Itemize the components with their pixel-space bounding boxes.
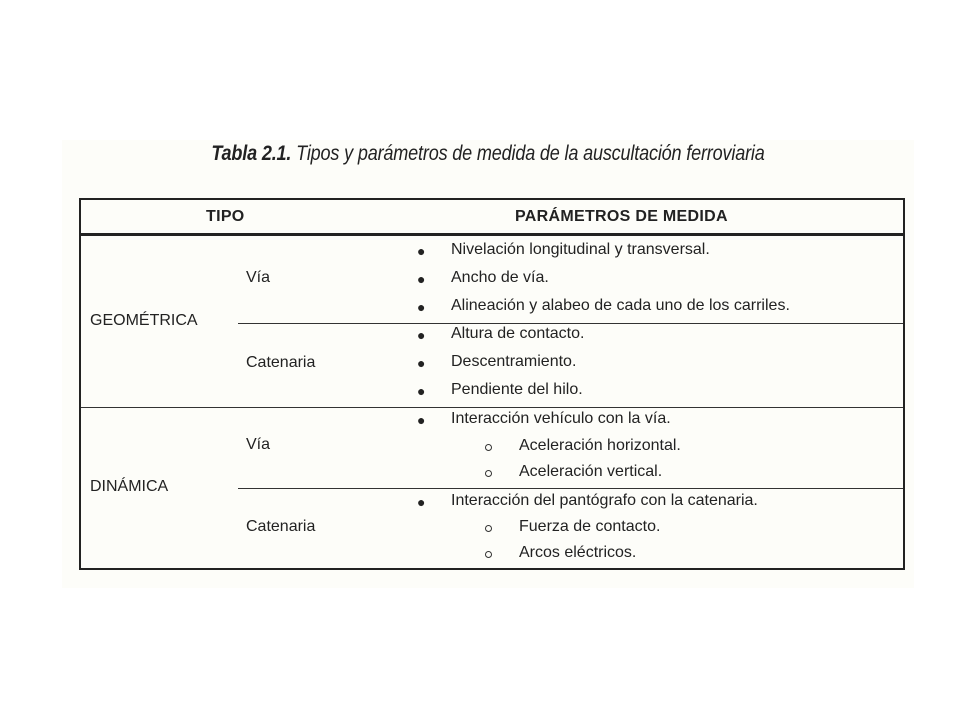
type-dinamica: DINÁMICA <box>90 478 169 495</box>
sub-din-via: Vía <box>246 436 271 453</box>
item-geo-cat-1: Altura de contacto. <box>451 325 585 342</box>
divider-geo-din <box>81 407 903 408</box>
subitem-din-via-1: Aceleración horizontal. <box>519 437 681 454</box>
table-header <box>81 200 903 236</box>
circle-bullet <box>485 551 492 558</box>
circle-bullet <box>485 444 492 451</box>
item-din-cat: Interacción del pantógrafo con la catenaria. <box>451 492 758 509</box>
header-parametros: PARÁMETROS DE MEDIDA <box>515 208 728 225</box>
divider-din-via-catenaria <box>238 488 903 489</box>
sub-din-catenaria: Catenaria <box>246 518 316 535</box>
bullet: ● <box>417 355 426 371</box>
document-panel <box>62 140 914 588</box>
subitem-din-via-2: Aceleración vertical. <box>519 463 663 480</box>
item-geo-via-1: Nivelación longitudinal y transversal. <box>451 241 710 258</box>
bullet: ● <box>417 494 426 510</box>
bullet: ● <box>417 383 426 399</box>
divider-geo-via-catenaria <box>238 323 903 324</box>
parameters-table <box>79 198 905 570</box>
caption-number: Tabla 2.1. <box>211 142 292 165</box>
circle-bullet <box>485 525 492 532</box>
subitem-din-cat-1: Fuerza de contacto. <box>519 518 661 535</box>
circle-bullet <box>485 470 492 477</box>
bullet: ● <box>417 271 426 287</box>
type-geometrica: GEOMÉTRICA <box>90 312 198 329</box>
table-caption <box>122 142 855 166</box>
sub-geo-catenaria: Catenaria <box>246 354 316 371</box>
header-tipo: TIPO <box>206 208 245 225</box>
bullet: ● <box>417 243 426 259</box>
caption-text: Tipos y parámetros de medida de la auscultación ferroviaria <box>296 142 765 165</box>
sub-geo-via: Vía <box>246 269 271 286</box>
bullet: ● <box>417 327 426 343</box>
item-geo-via-3: Alineación y alabeo de cada uno de los carriles. <box>451 297 790 314</box>
item-din-via: Interacción vehículo con la vía. <box>451 410 671 427</box>
item-geo-cat-3: Pendiente del hilo. <box>451 381 583 398</box>
bullet: ● <box>417 299 426 315</box>
subitem-din-cat-2: Arcos eléctricos. <box>519 544 637 561</box>
item-geo-via-2: Ancho de vía. <box>451 269 549 286</box>
item-geo-cat-2: Descentramiento. <box>451 353 577 370</box>
bullet: ● <box>417 412 426 428</box>
